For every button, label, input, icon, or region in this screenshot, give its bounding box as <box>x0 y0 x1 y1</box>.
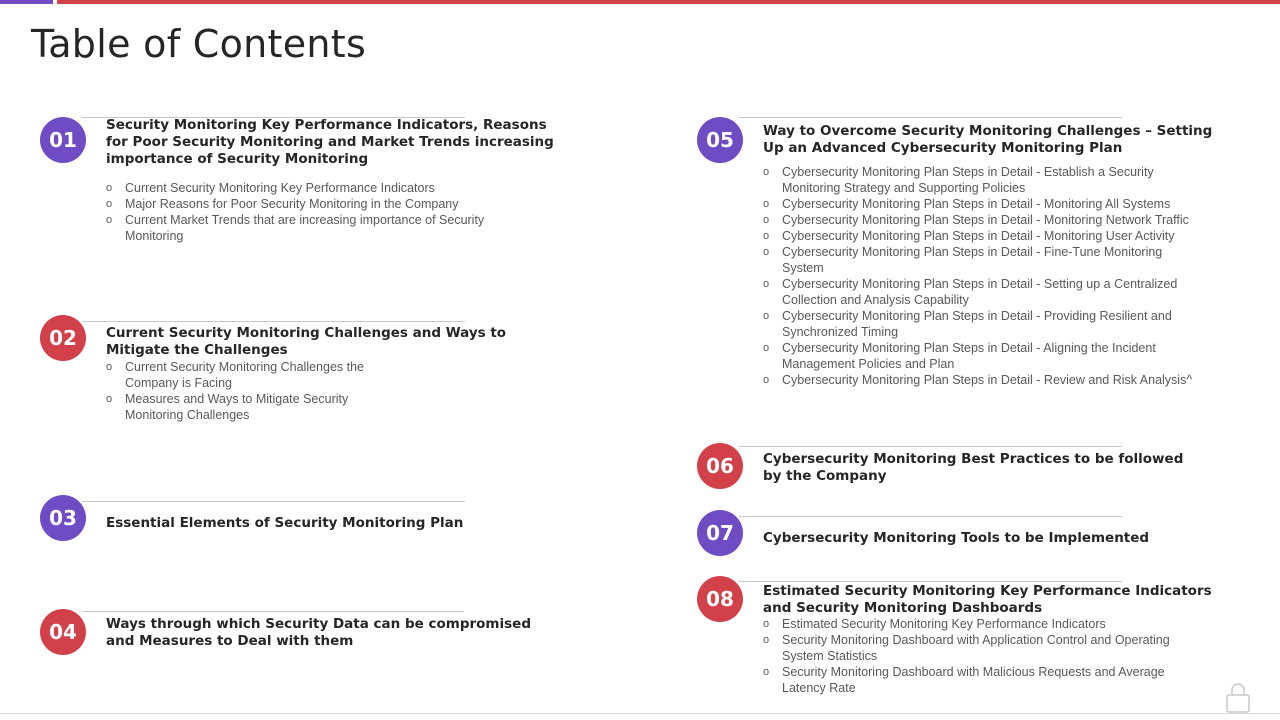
item-heading: Way to Overcome Security Monitoring Challenges – Setting Up an Advanced Cybersecurity Monitoring Plan <box>763 123 1213 156</box>
item-number-badge: 08 <box>697 576 743 622</box>
list-item: o Cybersecurity Monitoring Plan Steps in Detail - Aligning the Incident Management Policies and Plan <box>763 340 1203 372</box>
item-number-badge: 05 <box>697 117 743 163</box>
list-item: o Cybersecurity Monitoring Plan Steps in Detail - Monitoring Network Traffic <box>763 212 1203 228</box>
list-item: o Cybersecurity Monitoring Plan Steps in Detail - Providing Resilient and Synchronized Timing <box>763 308 1203 340</box>
list-item: o Major Reasons for Poor Security Monitoring in the Company <box>106 196 496 212</box>
item-number-badge: 01 <box>40 117 86 163</box>
lock-icon <box>1224 681 1252 713</box>
item-heading: Cybersecurity Monitoring Tools to be Implemented <box>763 530 1150 546</box>
item-number-badge: 06 <box>697 443 743 489</box>
page-title: Table of Contents <box>31 22 367 66</box>
top-accent-bar-purple <box>0 0 53 4</box>
list-item: o Cybersecurity Monitoring Plan Steps in Detail - Monitoring All Systems <box>763 196 1203 212</box>
list-item: o Cybersecurity Monitoring Plan Steps in Detail - Fine-Tune Monitoring System <box>763 244 1203 276</box>
item-number-badge: 07 <box>697 510 743 556</box>
item-divider <box>739 516 1122 517</box>
list-item: o Estimated Security Monitoring Key Performance Indicators <box>763 616 1203 632</box>
item-bullet-list <box>106 359 406 423</box>
list-item: o Measures and Ways to Mitigate Security Monitoring Challenges <box>106 391 406 423</box>
item-heading: Security Monitoring Key Performance Indicators, Reasons for Poor Security Monitoring and Market Trends increasing importance of Security Monitoring <box>106 117 554 167</box>
list-item: o Current Security Monitoring Key Performance Indicators <box>106 180 496 196</box>
item-heading: Essential Elements of Security Monitoring Plan <box>106 515 464 531</box>
item-bullet-list <box>106 180 496 244</box>
item-divider <box>82 501 465 502</box>
list-item: o Current Security Monitoring Challenges the Company is Facing <box>106 359 406 391</box>
item-divider <box>739 117 1122 118</box>
list-item: o Cybersecurity Monitoring Plan Steps in Detail - Review and Risk Analysis^ <box>763 372 1203 388</box>
item-divider <box>82 611 464 612</box>
item-divider <box>739 446 1122 447</box>
list-item: o Security Monitoring Dashboard with Application Control and Operating System Statistics <box>763 632 1203 664</box>
item-bullet-list <box>763 616 1203 696</box>
list-item: o Current Market Trends that are increasing importance of Security Monitoring <box>106 212 496 244</box>
item-bullet-list <box>763 164 1203 388</box>
list-item: o Cybersecurity Monitoring Plan Steps in Detail - Monitoring User Activity <box>763 228 1203 244</box>
list-item: o Cybersecurity Monitoring Plan Steps in Detail - Setting up a Centralized Collection and Analysis Capability <box>763 276 1203 308</box>
top-accent-bar-red <box>57 0 1280 4</box>
footer-divider <box>0 713 1280 714</box>
item-heading: Ways through which Security Data can be compromised and Measures to Deal with them <box>106 616 531 649</box>
item-divider <box>739 581 1122 582</box>
item-number-badge: 03 <box>40 495 86 541</box>
list-item: o Security Monitoring Dashboard with Malicious Requests and Average Latency Rate <box>763 664 1203 696</box>
item-heading: Current Security Monitoring Challenges and Ways to Mitigate the Challenges <box>106 325 507 358</box>
list-item: o Cybersecurity Monitoring Plan Steps in Detail - Establish a Security Monitoring Strategy and Supporting Policies <box>763 164 1203 196</box>
item-heading: Cybersecurity Monitoring Best Practices to be followed by the Company <box>763 451 1184 484</box>
item-number-badge: 04 <box>40 609 86 655</box>
item-number-badge: 02 <box>40 315 86 361</box>
item-divider <box>82 321 465 322</box>
item-heading: Estimated Security Monitoring Key Performance Indicators and Security Monitoring Dashboards <box>763 583 1212 616</box>
